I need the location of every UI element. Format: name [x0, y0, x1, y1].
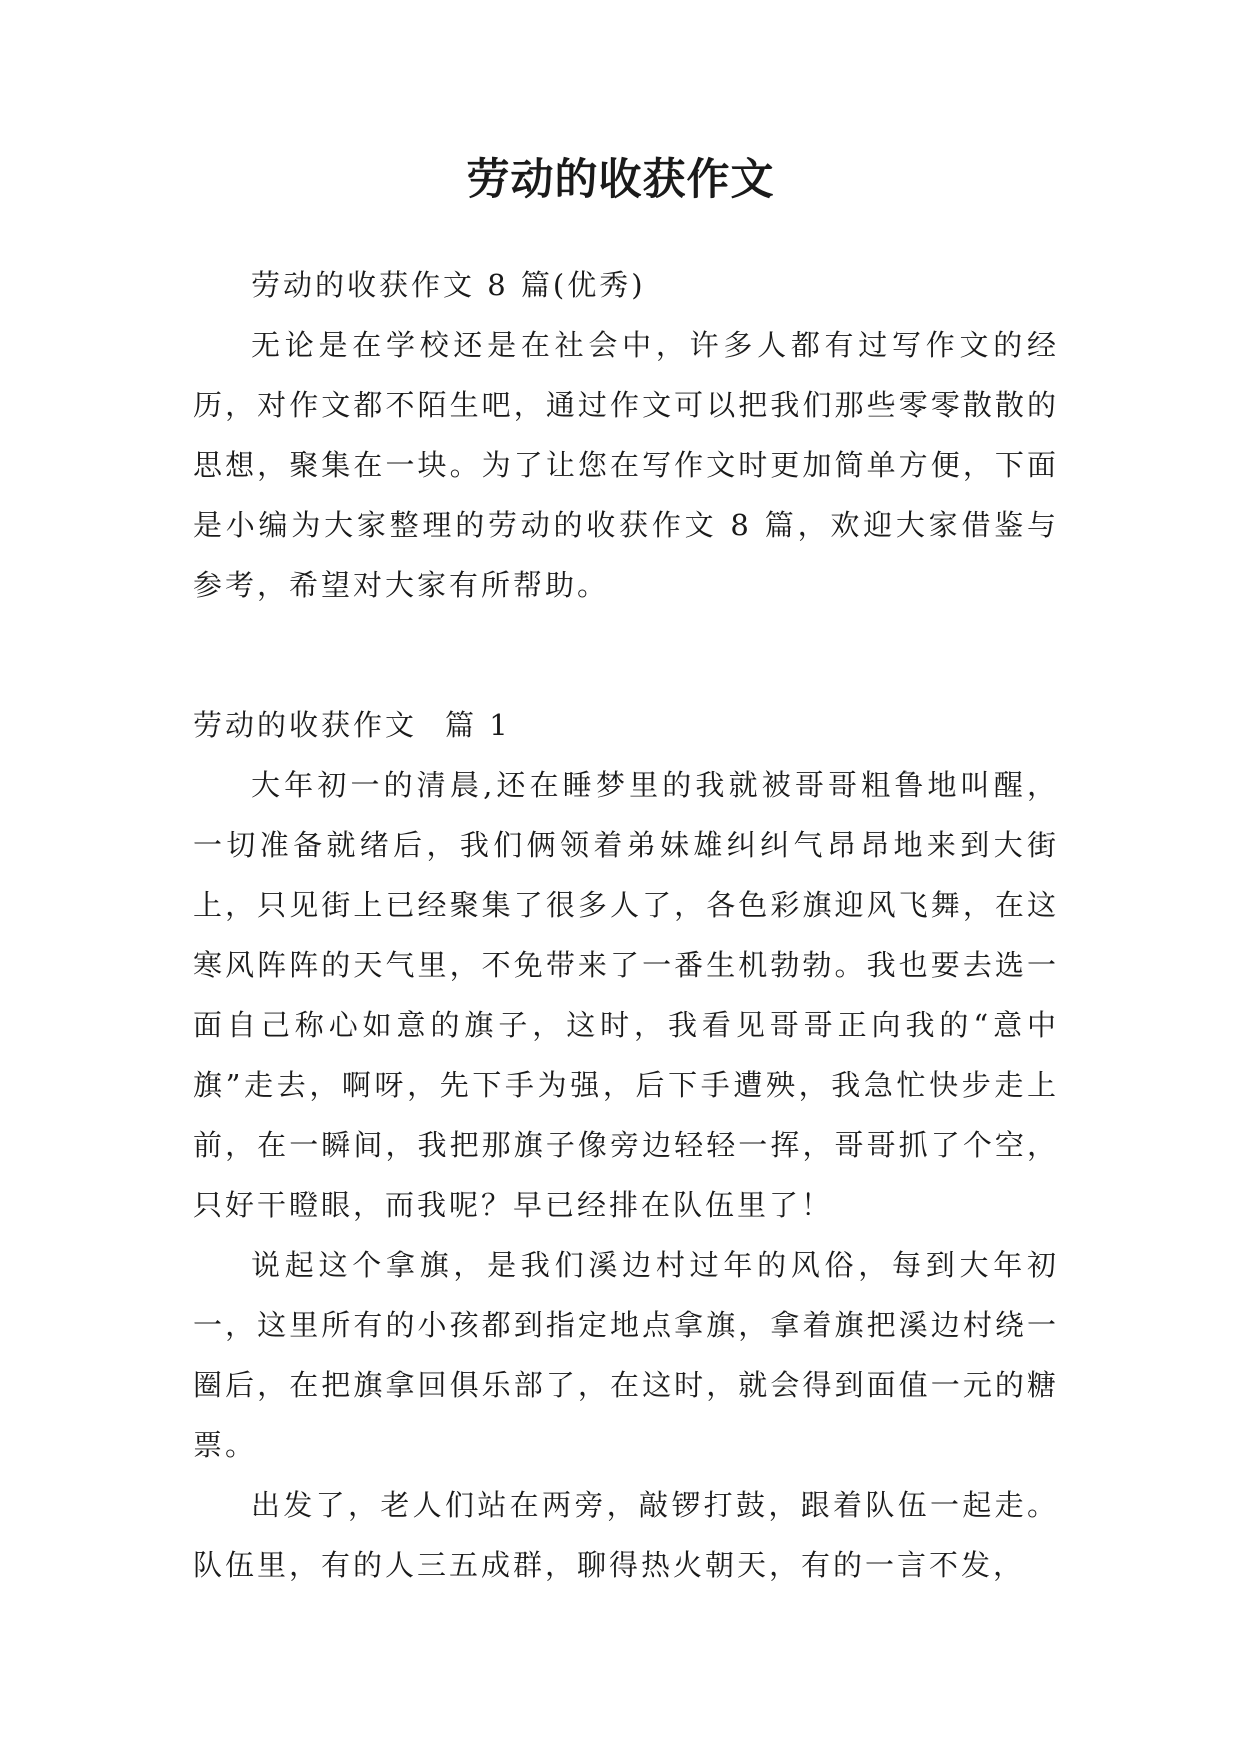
intro-block [193, 255, 1059, 615]
essay-paragraph: 大年初一的清晨,还在睡梦里的我就被哥哥粗鲁地叫醒，一切准备就绪后，我们俩领着弟妹雄纠纠气昂昂地来到大街上，只见街上已经聚集了很多人了，各色彩旗迎风飞舞，在这寒风阵阵的天气里，不免带来了一番生机勃勃。我也要去选一面自己称心如意的旗子，这时，我看见哥哥正向我的“意中旗”走去，啊呀，先下手为强，后下手遭殃，我急忙快步走上前，在一瞬间，我把那旗子像旁边轻轻一挥，哥哥抓了个空，只好干瞪眼，而我呢？早已经排在队伍里了！ [193, 768, 1059, 1222]
section-heading-number: 篇 1 [445, 708, 511, 742]
section-heading [193, 695, 1059, 755]
essay-section-1 [193, 695, 1059, 1595]
section-heading-title: 劳动的收获作文 [193, 708, 418, 742]
intro-paragraph: 无论是在学校还是在社会中，许多人都有过写作文的经历，对作文都不陌生吧，通过作文可以把我们那些零零散散的思想，聚集在一块。为了让您在写作文时更加简单方便，下面是小编为大家整理的劳动的收获作文 8 篇，欢迎大家借鉴与参考，希望对大家有所帮助。 [193, 328, 1059, 602]
intro-subtitle: 劳动的收获作文 8 篇(优秀) [251, 268, 646, 302]
document-title: 劳动的收获作文 [466, 155, 775, 205]
essay-paragraph: 出发了，老人们站在两旁，敲锣打鼓，跟着队伍一起走。队伍里，有的人三五成群，聊得热火朝天，有的一言不发， [193, 1488, 1059, 1582]
essay-paragraph: 说起这个拿旗，是我们溪边村过年的风俗，每到大年初一，这里所有的小孩都到指定地点拿旗，拿着旗把溪边村绕一圈后，在把旗拿回俱乐部了，在这时，就会得到面值一元的糖票。 [193, 1248, 1059, 1462]
